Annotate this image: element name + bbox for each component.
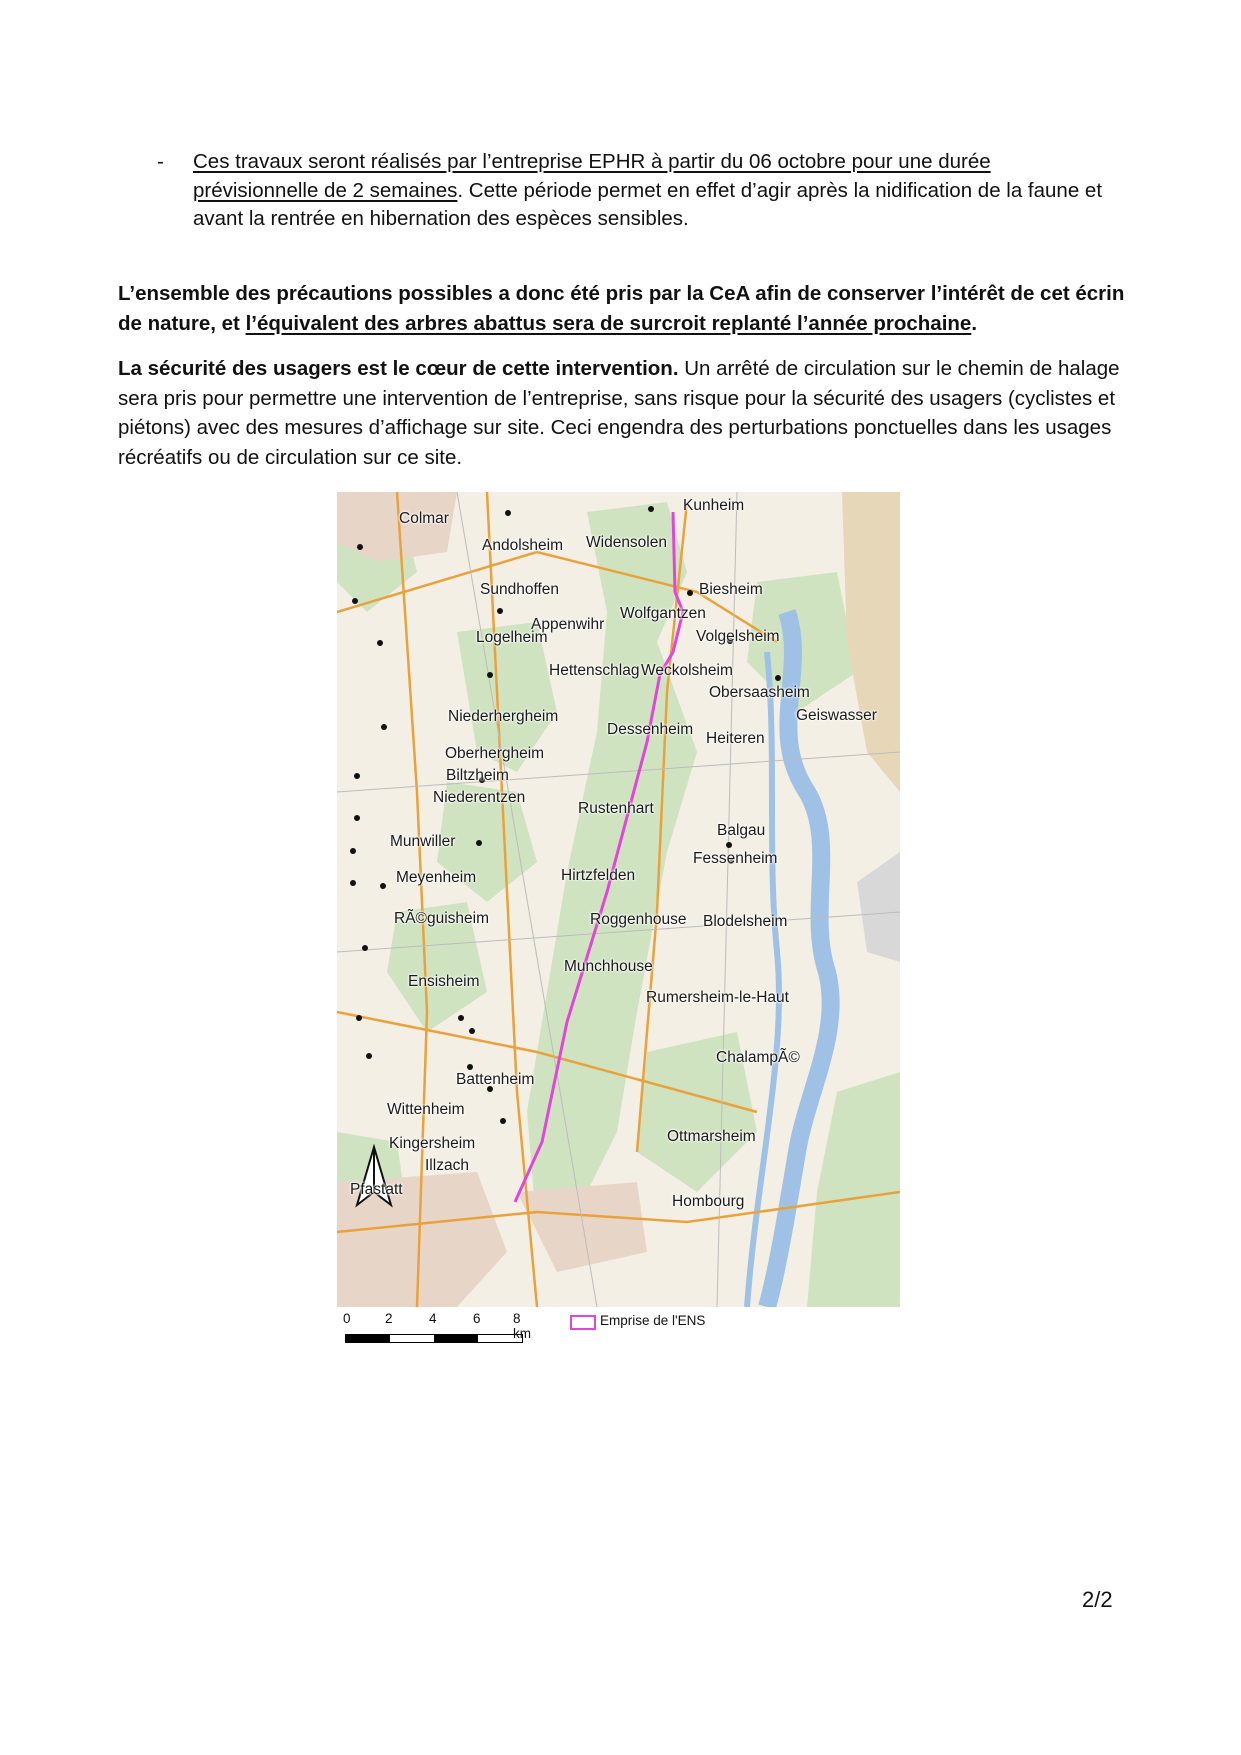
scale-bar-track	[345, 1334, 523, 1343]
legend-swatch-ens	[570, 1315, 596, 1330]
bullet-dash: -	[157, 150, 164, 173]
map-place-label: Colmar	[399, 510, 449, 527]
town-marker	[497, 608, 503, 614]
map-place-label: Wittenheim	[387, 1101, 465, 1118]
page-number: 2/2	[1082, 1587, 1113, 1612]
paragraph1-lead: L’ensemble des précautions possibles a donc été pris par la CeA afin de conserver l’intérêt de cet écrin de nature, et	[118, 282, 1125, 335]
town-marker	[352, 598, 358, 604]
scale-tick-label: 0	[343, 1311, 351, 1326]
town-marker	[354, 773, 360, 779]
scale-segment	[434, 1335, 478, 1342]
legend-label: Emprise de l'ENS	[600, 1313, 706, 1328]
map-place-label: Dessenheim	[607, 721, 694, 738]
paragraph2-text: Un arrêté de circulation sur le chemin de halage sera pris pour permettre une intervention de l’entreprise, sans risque pour la sécurité des usagers (cyclistes et piétons) avec des mesures d’affichage sur site. Ceci engendra des perturbations ponctuelles dans les usages récréatifs ou de circulation sur ce site.	[118, 357, 1120, 469]
town-marker	[350, 880, 356, 886]
map-place-label: Appenwihr	[531, 616, 605, 633]
map-place-label: Meyenheim	[396, 869, 477, 886]
map-place-label: Kunheim	[683, 497, 745, 514]
map-background	[337, 492, 900, 1307]
map-place-label: Oberhergheim	[445, 745, 545, 762]
map-place-label: Volgelsheim	[696, 628, 780, 645]
scale-tick-label: 6	[473, 1311, 481, 1326]
town-marker	[366, 1053, 372, 1059]
map-place-label: Geiswasser	[796, 707, 877, 724]
map-place-label: Rumersheim-le-Haut	[646, 989, 789, 1006]
town-marker	[354, 815, 360, 821]
town-marker	[469, 1028, 475, 1034]
paragraph1-tail: .	[971, 311, 978, 335]
bullet-rest-text: . Cette période permet en effet d’agir après la nidification de la faune et avant la rentrée en hibernation des espèces sensibles.	[193, 178, 1103, 230]
paragraph2-lead: La sécurité des usagers est le cœur de cette intervention.	[118, 357, 679, 380]
town-marker	[350, 848, 356, 854]
bullet-underlined-text: Ces travaux seront réalisés par l’entreprise EPHR à partir du 06 octobre pour une durée prévisionnelle de 2 semaines	[193, 150, 991, 202]
map-place-label: Kingersheim	[389, 1135, 476, 1152]
map-place-label: Andolsheim	[482, 537, 563, 554]
map-place-label: Pfastatt	[350, 1181, 403, 1198]
town-marker	[648, 506, 654, 512]
town-marker	[775, 675, 781, 681]
map-place-label: Biltzheim	[446, 767, 509, 784]
map-canvas	[337, 492, 900, 1307]
map-place-label: Weckolsheim	[641, 662, 733, 679]
map-place-label: Illzach	[425, 1157, 469, 1174]
map-place-label: Obersaasheim	[709, 684, 810, 701]
bullet-text	[193, 148, 1113, 234]
map-place-label: Blodelsheim	[703, 913, 788, 930]
map-place-label: Widensolen	[586, 534, 667, 551]
map-place-label: Niederentzen	[433, 789, 526, 806]
map-place-label: Roggenhouse	[590, 911, 687, 928]
map-place-label: Ottmarsheim	[667, 1128, 756, 1145]
town-marker	[458, 1015, 464, 1021]
map-place-label: Munwiller	[390, 833, 456, 850]
map-place-label: Hombourg	[672, 1193, 745, 1210]
map-place-label: Wolfgantzen	[620, 605, 706, 622]
map-place-label: Balgau	[717, 822, 766, 839]
paragraph1-underlined: l’équivalent des arbres abattus sera de surcroit replanté l’année prochaine	[245, 311, 972, 335]
scale-tick-label: 2	[385, 1311, 393, 1326]
map-place-label: Munchhouse	[564, 958, 653, 975]
map-place-label: Battenheim	[456, 1071, 535, 1088]
town-marker	[356, 1015, 362, 1021]
map-place-label: RÃ©guisheim	[394, 910, 489, 927]
map-place-label: Sundhoffen	[480, 581, 560, 598]
paragraph-securite	[118, 354, 1128, 472]
scale-tick-label: 4	[429, 1311, 437, 1326]
town-marker	[467, 1064, 473, 1070]
map-place-label: Heiteren	[706, 730, 765, 747]
town-marker	[357, 544, 363, 550]
site-map	[337, 492, 900, 1307]
paragraph-precautions	[118, 279, 1128, 338]
town-marker	[687, 590, 693, 596]
map-place-label: ChalampÃ©	[716, 1049, 800, 1066]
map-place-label: Niederhergheim	[448, 708, 559, 725]
town-marker	[377, 640, 383, 646]
town-marker	[505, 510, 511, 516]
map-place-label: Ensisheim	[408, 973, 480, 990]
map-place-label: Hettenschlag	[549, 662, 640, 679]
scale-bar	[343, 1311, 531, 1347]
town-marker	[487, 672, 493, 678]
scale-segment	[346, 1335, 390, 1342]
town-marker	[362, 945, 368, 951]
scale-tick-label: 8 km	[513, 1311, 531, 1341]
town-marker	[476, 840, 482, 846]
map-place-label: Rustenhart	[578, 800, 654, 817]
town-marker	[500, 1118, 506, 1124]
map-place-label: Logelheim	[476, 629, 548, 646]
map-place-label: Biesheim	[699, 581, 763, 598]
town-marker	[381, 724, 387, 730]
town-marker	[726, 842, 732, 848]
map-place-label: Fessenheim	[693, 850, 778, 867]
map-place-label: Hirtzfelden	[561, 867, 636, 884]
town-marker	[380, 883, 386, 889]
